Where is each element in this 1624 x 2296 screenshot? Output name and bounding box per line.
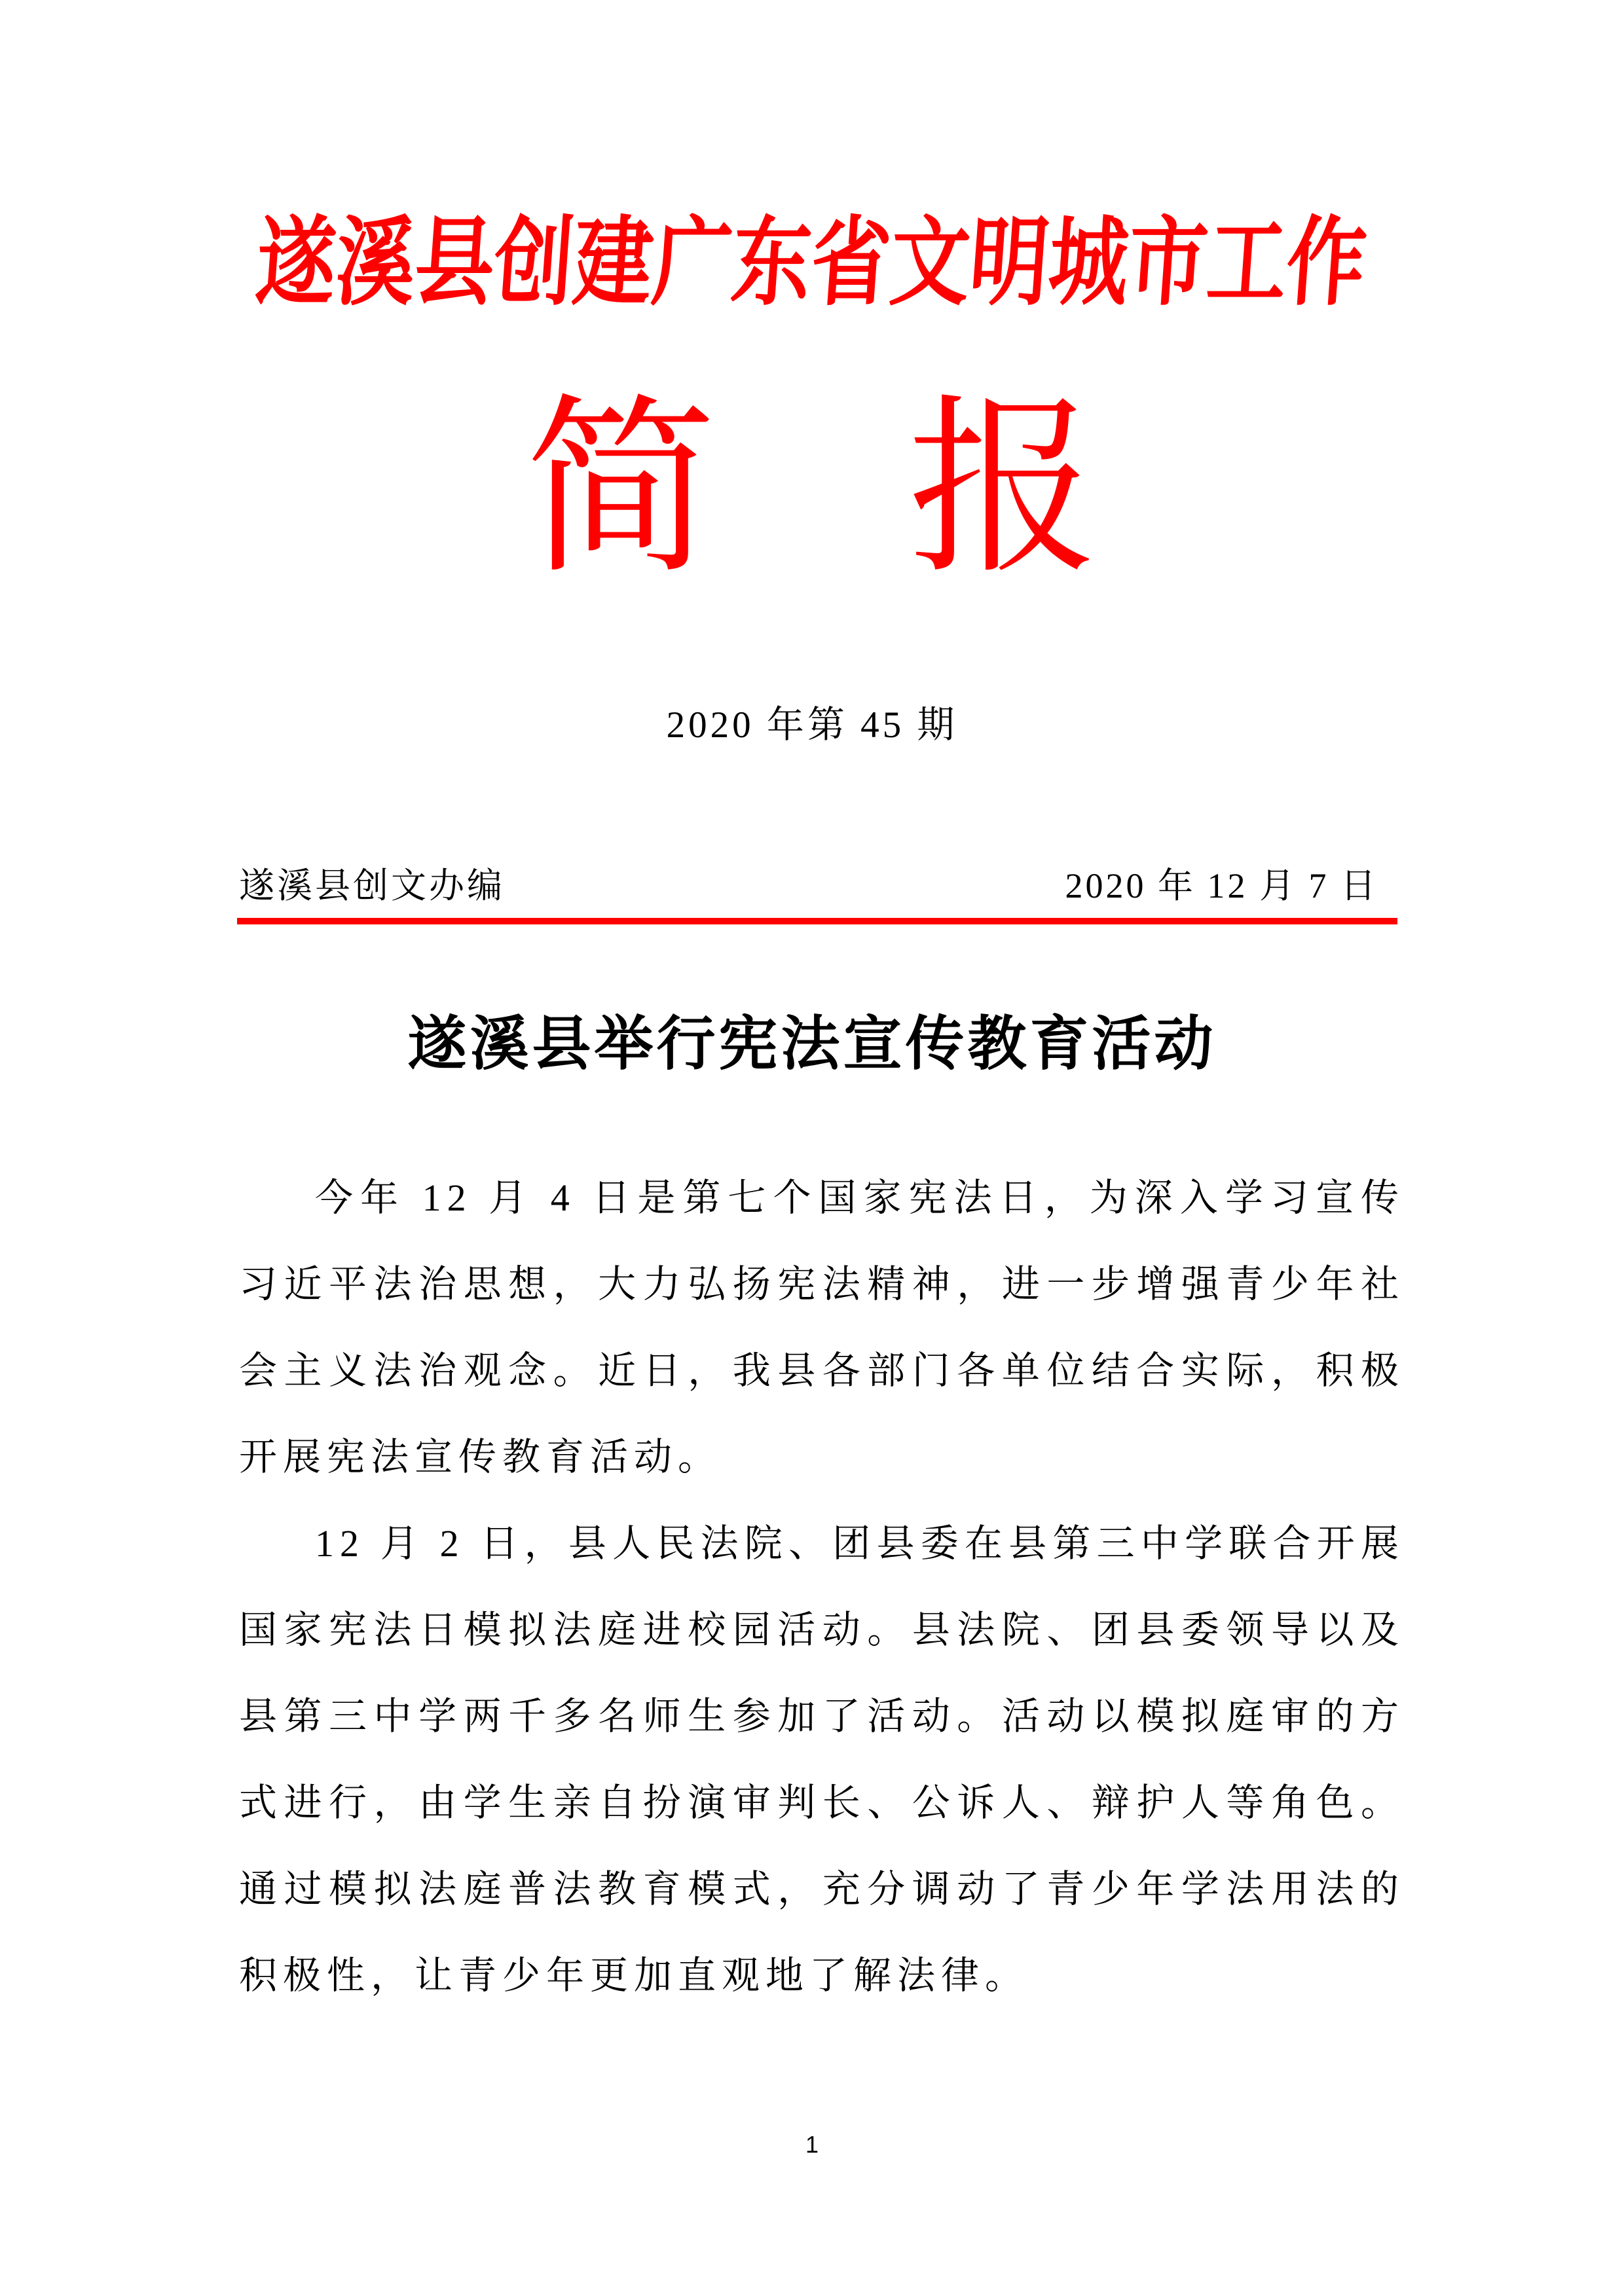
article-body [239,1155,1405,2019]
article-paragraph: 12 月 2 日，县人民法院、团县委在县第三中学联合开展国家宪法日模拟法庭进校园活动。县法院、团县委领导以及县第三中学两千多名师生参加了活动。活动以模拟庭审的方式进行，由学生亲自扮演审判长、公诉人、辩护人等角色。通过模拟法庭普法教育模式，充分调动了青少年学法用法的积极性，让青少年更加直观地了解法律。 [239,1522,1405,1997]
issue-number-line: 2020 年第 45 期 [666,704,958,746]
page-number: 1 [805,2131,819,2158]
publish-date: 2020 年 12 月 7 日 [1065,866,1378,905]
masthead-brief-title: 简 报 [525,385,1099,596]
article-paragraph: 今年 12 月 4 日是第七个国家宪法日，为深入学习宣传习近平法治思想，大力弘扬宪法精神，进一步增强青少年社会主义法治观念。近日，我县各部门各单位结合实际，积极开展宪法宣传教育活动。 [239,1176,1405,1478]
divider-rule [237,918,1397,924]
editor-label: 遂溪县创文办编 [239,866,505,905]
article-headline: 遂溪县举行宪法宣传教育活动 [407,1012,1217,1077]
masthead-title: 遂溪县创建广东省文明城市工作 [252,210,1370,318]
meta-row [239,867,1405,905]
